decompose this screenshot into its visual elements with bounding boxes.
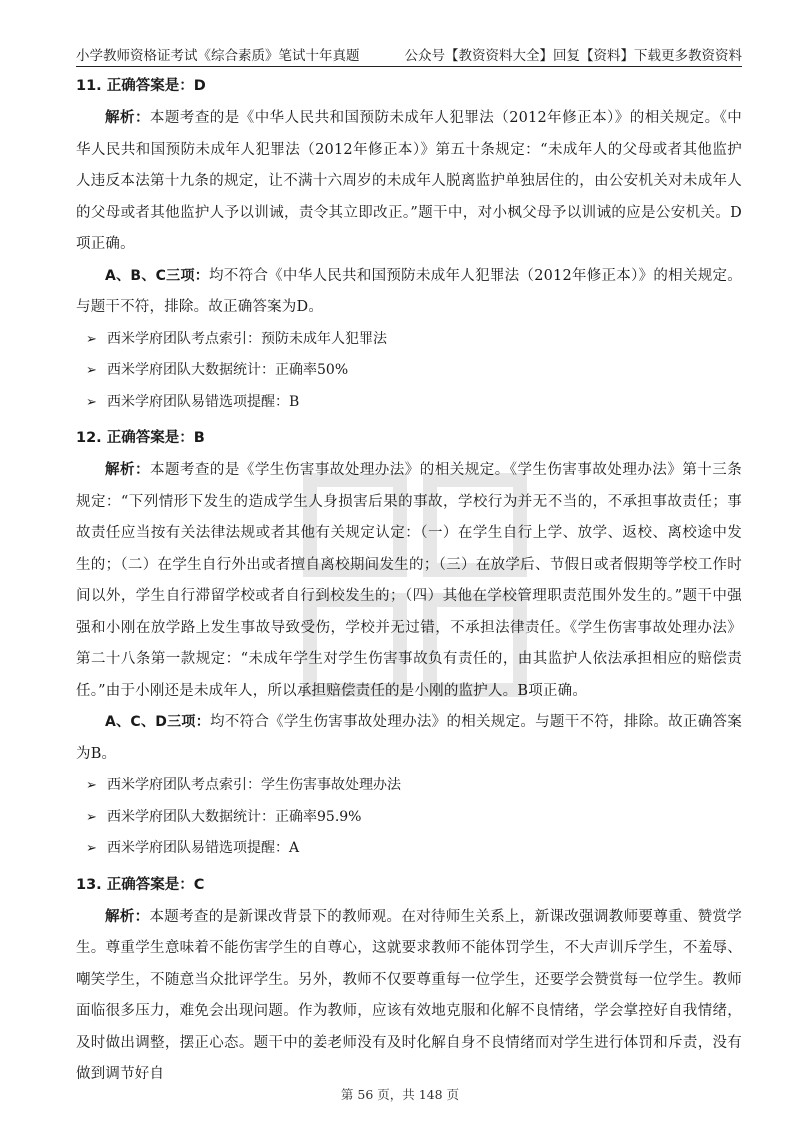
arrow-bullet-icon: ➢ [86,809,97,825]
list-item: ➢ 西米学府团队大数据统计：正确率95.9% [76,802,742,834]
question-11-other-options [76,261,742,324]
arrow-bullet-icon: ➢ [86,394,97,410]
list-item: ➢ 西米学府团队易错选项提醒：A [76,833,742,865]
analysis-text: 本题考查的是新课改背景下的教师观。在对待师生关系上，新课改强调教师要尊重、赞赏学生。尊重学生意味着不能伤害学生的自尊心，这就要求教师不能体罚学生，不大声训斥学生，不羞辱、嘲笑学生，不随意当众批评学生。另外，教师不仅要尊重每一位学生，还要学会赞赏每一位学生。教师面临很多压力，难免会出现问题。作为教师，应该有效地克服和化解不良情绪，学会掌控好自我情绪，及时做出调整，摆正心态。题干中的姜老师没有及时化解自身不良情绪而对学生进行体罚和斥责，没有做到调节好自 [76,908,742,1082]
question-12-other-options [76,707,742,770]
page-footer: 第 56 页，共 148 页 [340,1087,460,1102]
question-11-title: 11. 正确答案是：D [76,78,206,94]
other-options-label: A、C、D三项： [105,714,210,730]
list-item: ➢ 西米学府团队大数据统计：正确率50% [76,355,742,387]
question-12-notes [76,770,742,865]
arrow-bullet-icon: ➢ [86,363,97,378]
analysis-label: 解析： [105,109,150,126]
question-11-analysis [76,102,742,261]
question-11-notes [76,324,742,419]
list-item: ➢ 西米学府团队易错选项提醒：B [76,387,742,419]
question-12-analysis [76,454,742,707]
header-left-title: 小学教师资格证考试《综合素质》笔试十年真题 [76,48,360,64]
question-13-title: 13. 正确答案是：C [76,876,205,893]
arrow-bullet-icon: ➢ [86,778,97,793]
analysis-text: 本题考查的是《中华人民共和国预防未成年人犯罪法（2012年修正本）》的相关规定。《中华人民共和国预防未成年人犯罪法（2012年修正本）》第五十条规定：“未成年人的父母或者其他监护人违反本法第十九条的规定，让不满十六周岁的未成年人脱离监护单独居住的，由公安机关对未成年人的父母或者其他监护人予以训诫，责令其立即改正。”题干中，对小枫父母予以训诫的应是公安机关。D项正确。 [76,110,742,252]
list-item: ➢ 西米学府团队考点索引：预防未成年人犯罪法 [76,324,742,356]
header-right-notice: 公众号【教资资料大全】回复【资料】下载更多教资资料 [404,48,742,64]
answer-content [76,76,742,1091]
list-item: ➢ 西米学府团队考点索引：学生伤害事故处理办法 [76,770,742,802]
other-options-text: 均不符合《中华人民共和国预防未成年人犯罪法（2012年修正本）》的相关规定。与题干不符，排除。故正确答案为D。 [76,267,742,315]
analysis-text: 本题考查的是《学生伤害事故处理办法》的相关规定。《学生伤害事故处理办法》第十三条规定：“下列情形下发生的造成学生人身损害后果的事故，学校行为并无不当的，不承担事故责任；事故责任应当按有关法律法规或者其他有关规定认定：（一）在学生自行上学、放学、返校、离校途中发生的；（二）在学生自行外出或者擅自离校期间发生的；（三）在放学后、节假日或者假期等学校工作时间以外，学生自行滞留学校或者自行到校发生的；（四）其他在学校管理职责范围外发生的。”题干中强强和小刚在放学路上发生事故导致受伤，学校并无过错，不承担法律责任。《学生伤害事故处理办法》第二十八条第一款规定：“未成年学生对学生伤害事故负有责任的，由其监护人依法承担相应的赔偿责任。”由于小刚还是未成年人，所以承担赔偿责任的是小刚的监护人。B项正确。 [76,462,742,699]
arrow-bullet-icon: ➢ [86,331,97,347]
arrow-bullet-icon: ➢ [86,841,97,856]
other-options-text: 均不符合《学生伤害事故处理办法》的相关规定。与题干不符，排除。故正确答案为B。 [76,714,742,762]
question-13-analysis [76,901,742,1091]
question-12-title: 12. 正确答案是：B [76,430,205,446]
page-header [76,44,742,67]
other-options-label: A、B、C三项： [105,267,210,284]
analysis-label: 解析： [105,461,150,478]
analysis-label: 解析： [105,907,150,925]
